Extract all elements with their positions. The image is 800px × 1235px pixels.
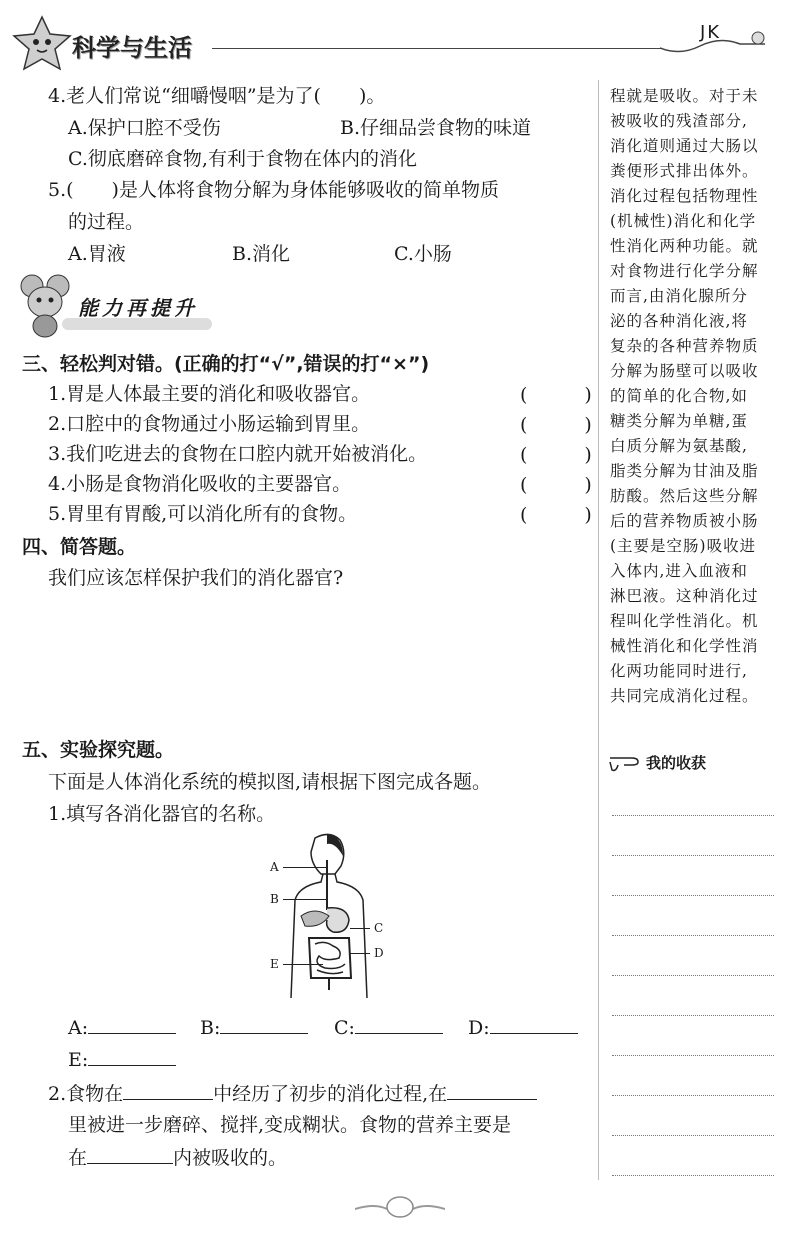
fill-e [68, 1045, 176, 1074]
sidebar-line: 后的营养物质被小肠 [610, 512, 759, 530]
sidebar-line: 共同完成消化过程。 [610, 687, 759, 705]
question-4-stem: 4.老人们常说“细嚼慢咽”是为了( )。 [48, 85, 386, 107]
question-5-option-c: C.小肠 [394, 243, 452, 265]
note-line[interactable] [612, 1015, 774, 1016]
footer-page-ornament [355, 1195, 445, 1219]
header-title: 科学与生活 [72, 34, 192, 62]
q2-blank-2[interactable] [447, 1079, 537, 1100]
note-line[interactable] [612, 815, 774, 816]
sidebar-line: 性消化两种功能。就 [610, 237, 759, 255]
fill-b [200, 1013, 308, 1042]
leader-line-c [350, 928, 370, 929]
section-4-title: 四、简答题。 [22, 536, 137, 558]
fill-a-label: A: [68, 1017, 89, 1039]
q2-text-2: 中经历了初步的消化过程,在 [213, 1083, 448, 1105]
judge-answer-4[interactable]: ( ) [520, 474, 592, 496]
sidebar-line: 而言,由消化腺所分 [610, 287, 748, 305]
fill-e-blank[interactable] [88, 1045, 176, 1066]
experiment-q2-line1 [48, 1079, 537, 1108]
note-line[interactable] [612, 895, 774, 896]
diagram-label-a: A [270, 860, 279, 874]
experiment-q2-line3 [68, 1143, 287, 1172]
fill-d-blank[interactable] [490, 1013, 578, 1034]
sidebar-line: 程叫化学性消化。机 [610, 612, 759, 630]
sidebar-line: 化两功能同时进行, [610, 662, 748, 680]
fill-c-blank[interactable] [355, 1013, 443, 1034]
banner-title: 能力再提升 [78, 296, 198, 320]
note-line[interactable] [612, 935, 774, 936]
q2-blank-3[interactable] [87, 1143, 173, 1164]
sidebar-text [610, 84, 788, 709]
sidebar-line: 肪酸。然后这些分解 [610, 487, 759, 505]
sidebar-line: 入体内,进入血液和 [610, 562, 748, 580]
question-5-stem: 5.( )是人体将食物分解为身体能够吸收的简单物质 [48, 179, 499, 201]
q2-text-4: 内被吸收的。 [173, 1147, 288, 1169]
judge-item-4: 4.小肠是食物消化吸收的主要器官。 [48, 473, 352, 495]
diagram-label-d: D [374, 946, 384, 960]
section-5-title: 五、实验探究题。 [22, 739, 175, 761]
sidebar-line: 被吸收的残渣部分, [610, 112, 748, 130]
note-line[interactable] [612, 975, 774, 976]
fill-c [334, 1013, 443, 1042]
note-line[interactable] [612, 1095, 774, 1096]
q2-text-1: 2.食物在 [48, 1083, 124, 1105]
judge-answer-3[interactable]: ( ) [520, 444, 592, 466]
note-line[interactable] [612, 855, 774, 856]
fill-d-label: D: [468, 1017, 490, 1039]
fill-b-blank[interactable] [220, 1013, 308, 1034]
sidebar-line: 消化道则通过大肠以 [610, 137, 759, 155]
question-5-option-a: A.胃液 [68, 243, 126, 265]
fill-e-label: E: [68, 1049, 89, 1071]
judge-item-1: 1.胃是人体最主要的消化和吸收器官。 [48, 383, 371, 405]
experiment-q2-line2: 里被进一步磨碎、搅拌,变成糊状。食物的营养主要是 [68, 1114, 512, 1136]
leader-line-a [283, 867, 328, 868]
leader-line-e [283, 964, 323, 965]
fill-a-blank[interactable] [88, 1013, 176, 1034]
q2-text-3: 在 [68, 1147, 88, 1169]
fill-d [468, 1013, 578, 1042]
note-line[interactable] [612, 1175, 774, 1176]
sidebar-line: 复杂的各种营养物质 [610, 337, 759, 355]
question-5-option-b: B.消化 [232, 243, 291, 265]
sidebar-line: 的简单的化合物,如 [610, 387, 748, 405]
short-answer-question: 我们应该怎样保护我们的消化器官? [48, 567, 344, 589]
column-divider [598, 80, 599, 1180]
harvest-title: 我的收获 [646, 754, 707, 772]
diagram-label-b: B [270, 892, 279, 906]
sidebar-line: (机械性)消化和化学 [610, 212, 757, 230]
section-3-title: 三、轻松判对错。(正确的打“√”,错误的打“×”) [22, 353, 430, 375]
sidebar-line: 消化过程包括物理性 [610, 187, 759, 205]
judge-item-5: 5.胃里有胃酸,可以消化所有的食物。 [48, 503, 358, 525]
leader-line-d [350, 953, 370, 954]
sidebar-line: 淋巴液。这种消化过 [610, 587, 759, 605]
note-line[interactable] [612, 1055, 774, 1056]
sidebar-line: 泌的各种消化液,将 [610, 312, 748, 330]
fill-a [68, 1013, 176, 1042]
question-4-option-a: A.保护口腔不受伤 [68, 117, 221, 139]
header-rule [212, 48, 662, 49]
sidebar-line: 糖类分解为单糖,蛋 [610, 412, 748, 430]
sidebar-line: 白质分解为氨基酸, [610, 437, 748, 455]
sidebar-line: (主要是空肠)吸收进 [610, 537, 757, 555]
diagram-label-e: E [270, 957, 279, 971]
diagram-label-c: C [374, 921, 384, 935]
sidebar-line: 械性消化和化学性消 [610, 637, 759, 655]
judge-answer-5[interactable]: ( ) [520, 504, 592, 526]
question-5-stem-cont: 的过程。 [68, 211, 145, 233]
sidebar-line: 程就是吸收。对于未 [610, 87, 759, 105]
sidebar-line: 对食物进行化学分解 [610, 262, 759, 280]
sidebar-line: 脂类分解为甘油及脂 [610, 462, 759, 480]
judge-answer-1[interactable]: ( ) [520, 384, 592, 406]
mascot-star-logo [10, 14, 74, 72]
judge-item-2: 2.口腔中的食物通过小肠运输到胃里。 [48, 413, 371, 435]
leader-line-b [283, 899, 328, 900]
question-4-option-c: C.彻底磨碎食物,有利于食物在体内的消化 [68, 148, 417, 170]
judge-answer-2[interactable]: ( ) [520, 414, 592, 436]
fill-b-label: B: [200, 1017, 221, 1039]
experiment-intro: 下面是人体消化系统的模拟图,请根据下图完成各题。 [48, 771, 492, 793]
note-line[interactable] [612, 1135, 774, 1136]
q2-blank-1[interactable] [123, 1079, 213, 1100]
fill-c-label: C: [334, 1017, 355, 1039]
header-code: JK [700, 22, 722, 43]
sidebar-line: 分解为肠壁可以吸收 [610, 362, 759, 380]
sidebar-line: 粪便形式排出体外。 [610, 162, 759, 180]
judge-item-3: 3.我们吃进去的食物在口腔内就开始被消化。 [48, 443, 428, 465]
experiment-q1: 1.填写各消化器官的名称。 [48, 803, 276, 825]
digestive-system-diagram [255, 830, 405, 1000]
pointing-hand-icon [608, 752, 644, 774]
question-4-option-b: B.仔细品尝食物的味道 [340, 117, 532, 139]
